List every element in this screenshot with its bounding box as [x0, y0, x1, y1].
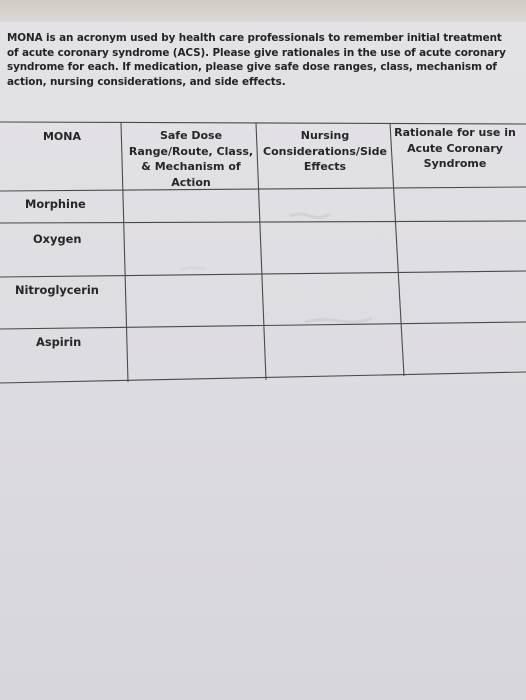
- instructions-text: MONA is an acronym used by health care professionals to remember initial treatment of acute coronary syndrome (ACS). Please give rationales in the use of acute coronary syndrome for each. If medication, please give safe dose ranges, class, mechanism of action, nursing considerations, and side effects.: [7, 32, 506, 88]
- header-mona: MONA: [42, 130, 82, 143]
- row-label-morphine: Morphine: [25, 197, 86, 211]
- header-rationale: Rationale for use in Acute Coronary Syndrome: [394, 126, 516, 170]
- row-label-oxygen: Oxygen: [33, 232, 82, 246]
- row-label-aspirin: Aspirin: [36, 335, 82, 349]
- header-bottom-line: [0, 187, 526, 191]
- row-label-nitroglycerin: Nitroglycerin: [15, 283, 99, 297]
- header-safe-dose: Safe Dose Range/Route, Class, & Mechanism of Action: [128, 129, 254, 189]
- table-top-line: [0, 122, 526, 124]
- pencil-smudge: [305, 318, 372, 322]
- header-nursing-considerations: Nursing Considerations/Side Effects: [263, 129, 387, 173]
- row-line-1: [0, 221, 526, 223]
- pencil-smudge: [290, 214, 330, 218]
- row-line-3: [0, 322, 526, 329]
- pencil-smudge: [180, 268, 205, 270]
- table-bottom-line: [0, 372, 526, 383]
- row-line-2: [0, 271, 526, 277]
